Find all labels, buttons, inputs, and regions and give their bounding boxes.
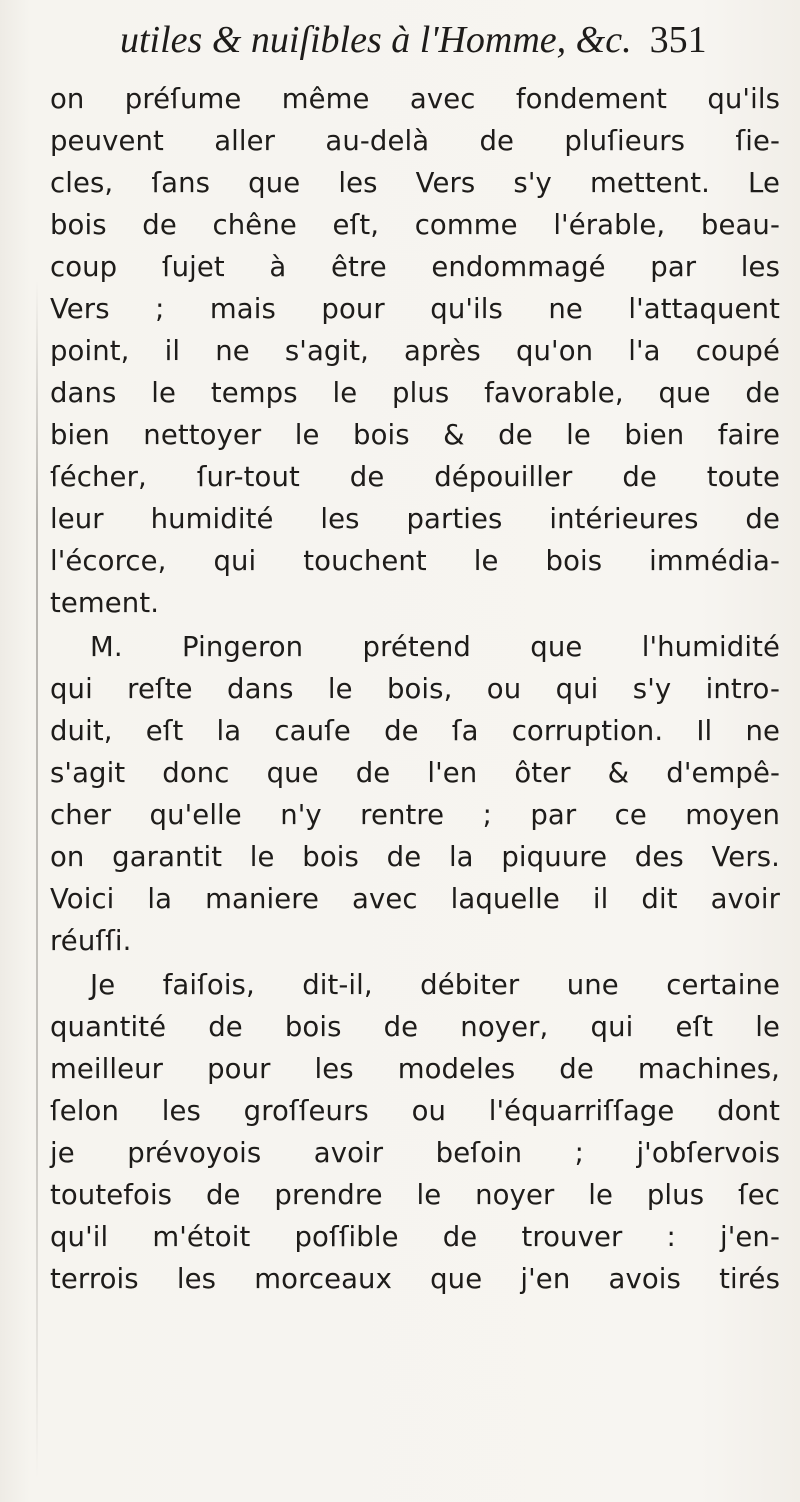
text-line: ſelon les groſſeurs ou l'équarriſſage dont [50, 1095, 780, 1127]
text-line: réuſſi. [50, 925, 132, 957]
text-line: cher qu'elle n'y rentre ; par ce moyen [50, 799, 780, 831]
text-line: je prévoyois avoir beſoin ; j'obſervois [50, 1137, 780, 1169]
text-line: bien nettoyer le bois & de le bien faire [50, 419, 780, 451]
text-line: dans le temps le plus favorable, que de [50, 377, 780, 409]
text-line: coup ſujet à être endommagé par les [50, 251, 780, 283]
paragraph-start-line: M. Pingeron prétend que l'humidité [90, 631, 780, 663]
text-line: duit, eſt la cauſe de ſa corruption. Il ne [50, 715, 780, 747]
text-line: point, il ne s'agit, après qu'on l'a coupé [50, 335, 780, 367]
text-line: on préſume même avec fondement qu'ils [50, 83, 780, 115]
text-line: tement. [50, 587, 160, 619]
text-line: bois de chêne eſt, comme l'érable, beau- [50, 209, 780, 241]
text-line: qu'il m'étoit poſſible de trouver : j'en- [50, 1221, 780, 1253]
text-line: quantité de bois de noyer, qui eſt le [50, 1011, 780, 1043]
text-line: toutefois de prendre le noyer le plus ſec [50, 1179, 780, 1211]
text-line: on garantit le bois de la piquure des Vers. [50, 841, 780, 873]
running-title: utiles & nuiſibles à l'Homme, &c. [120, 19, 632, 61]
text-line: cles, ſans que les Vers s'y mettent. Le [50, 167, 780, 199]
text-line: terrois les morceaux que j'en avois tirés [50, 1263, 780, 1295]
text-line: l'écorce, qui touchent le bois immédia- [50, 545, 780, 577]
page-header [120, 12, 707, 68]
text-line: leur humidité les parties intérieures de [50, 503, 780, 535]
paragraph-start-line: Je faiſois, dit-il, débiter une certaine [90, 969, 780, 1001]
text-line: Vers ; mais pour qu'ils ne l'attaquent [50, 293, 780, 325]
text-line: qui reſte dans le bois, ou qui s'y intro- [50, 673, 780, 705]
text-line: peuvent aller au-delà de pluſieurs ſie- [50, 125, 780, 157]
gutter-shadow [36, 280, 38, 1480]
text-line: meilleur pour les modeles de machines, [50, 1053, 780, 1085]
text-line: s'agit donc que de l'en ôter & d'empê- [50, 757, 780, 789]
page-number: 351 [649, 19, 707, 61]
text-line: ſécher, ſur-tout de dépouiller de toute [50, 461, 780, 493]
text-line: Voici la maniere avec laquelle il dit avoir [50, 883, 780, 915]
